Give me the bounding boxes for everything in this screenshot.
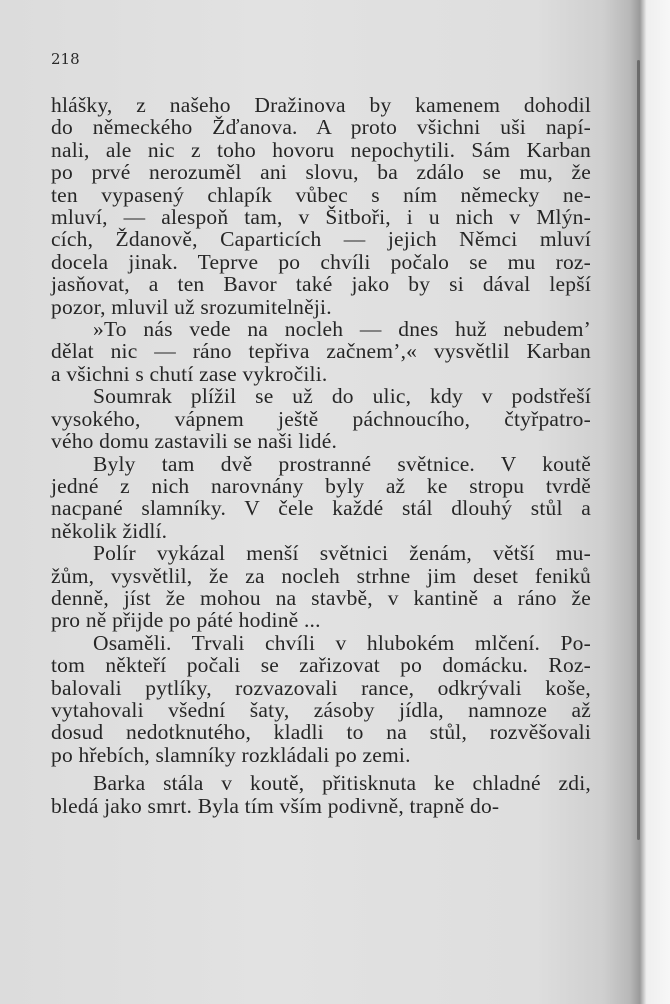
text-line: tom někteří počali se zařizovat po domácku. Roz-: [51, 653, 591, 678]
text-line: Polír vykázal menší světnici ženám, větší mu-: [93, 541, 591, 566]
text-line: několik židlí.: [51, 518, 168, 543]
text-line: vysokého, vápnem ještě páchnoucího, čtyřpatro-: [51, 406, 591, 431]
text-line: dělat nic — ráno tepřiva začnem’,« vysvětlil Karban: [51, 339, 591, 364]
text-line: »To nás vede na nocleh — dnes huž nebudem’: [93, 317, 591, 342]
paragraph: [51, 453, 591, 543]
body-text: [51, 94, 591, 817]
text-line: a všichni s chutí zase vykročili.: [51, 361, 328, 386]
text-line: nacpané slamníky. V čele každé stál dlouhý stůl a: [51, 496, 591, 521]
paragraph: [51, 542, 591, 632]
text-line: po hřebích, slamníky rozkládali po zemi.: [51, 742, 411, 767]
text-line: po prvé nerozuměl ani slovu, ba zdálo se mu, že: [51, 160, 591, 185]
text-line: vého domu zastavili se naši lidé.: [51, 429, 338, 454]
text-line: mluví, — alespoň tam, v Šitboři, i u nich v Mlýn-: [51, 205, 591, 230]
text-line: nali, ale nic z toho hovoru nepochytili. Sám Karban: [51, 137, 591, 162]
text-line: dosud nedotknutého, kladli to na stůl, rozvěšovali: [51, 720, 591, 745]
page-number: 218: [51, 50, 80, 68]
paragraph: [51, 94, 591, 318]
text-line: vytahovali všední šaty, zásoby jídla, namnoze až: [51, 697, 591, 722]
text-line: pro ně přijde po páté hodině ...: [51, 608, 321, 633]
text-line: balovali pytlíky, rozvazovali rance, odkrývali koše,: [51, 675, 591, 700]
text-line: hlášky, z našeho Dražinova by kamenem dohodil: [51, 93, 591, 117]
text-line: cích, Ždanově, Caparticích — jejich Němci mluví: [51, 227, 591, 252]
text-line: Osaměli. Trvali chvíli v hlubokém mlčení. Po-: [93, 630, 591, 655]
text-line: pozor, mluvil už srozumitelněji.: [51, 294, 332, 319]
text-line: denně, jíst že mohou na stavbě, v kantině a ráno že: [51, 585, 591, 610]
text-line: Soumrak plížil se už do ulic, kdy v podstřeší: [93, 384, 591, 409]
paragraph: [51, 632, 591, 766]
paragraph: [51, 385, 591, 452]
text-line: jedné z nich narovnány byly až ke stropu tvrdě: [51, 473, 591, 498]
text-line: Byly tam dvě prostranné světnice. V koutě: [93, 451, 591, 476]
paragraph: [51, 772, 591, 817]
book-spine-shadow: [637, 60, 640, 840]
text-line: žům, vysvětlil, že za nocleh strhne jim deset feniků: [51, 563, 591, 588]
text-line: ten vypasený chlapík vůbec s ním německy ne-: [51, 182, 591, 207]
text-line: docela jinak. Teprve po chvíli počalo se mu roz-: [51, 249, 591, 274]
text-line: Barka stála v koutě, přitisknuta ke chladné zdi,: [93, 771, 591, 796]
paragraph: [51, 318, 591, 385]
text-line: bledá jako smrt. Byla tím vším podivně, trapně do-: [51, 793, 500, 818]
text-line: jasňovat, a ten Bavor také jako by si dával lepší: [51, 272, 591, 297]
text-line: do německého Žďanova. A proto všichni uši napí-: [51, 115, 591, 140]
